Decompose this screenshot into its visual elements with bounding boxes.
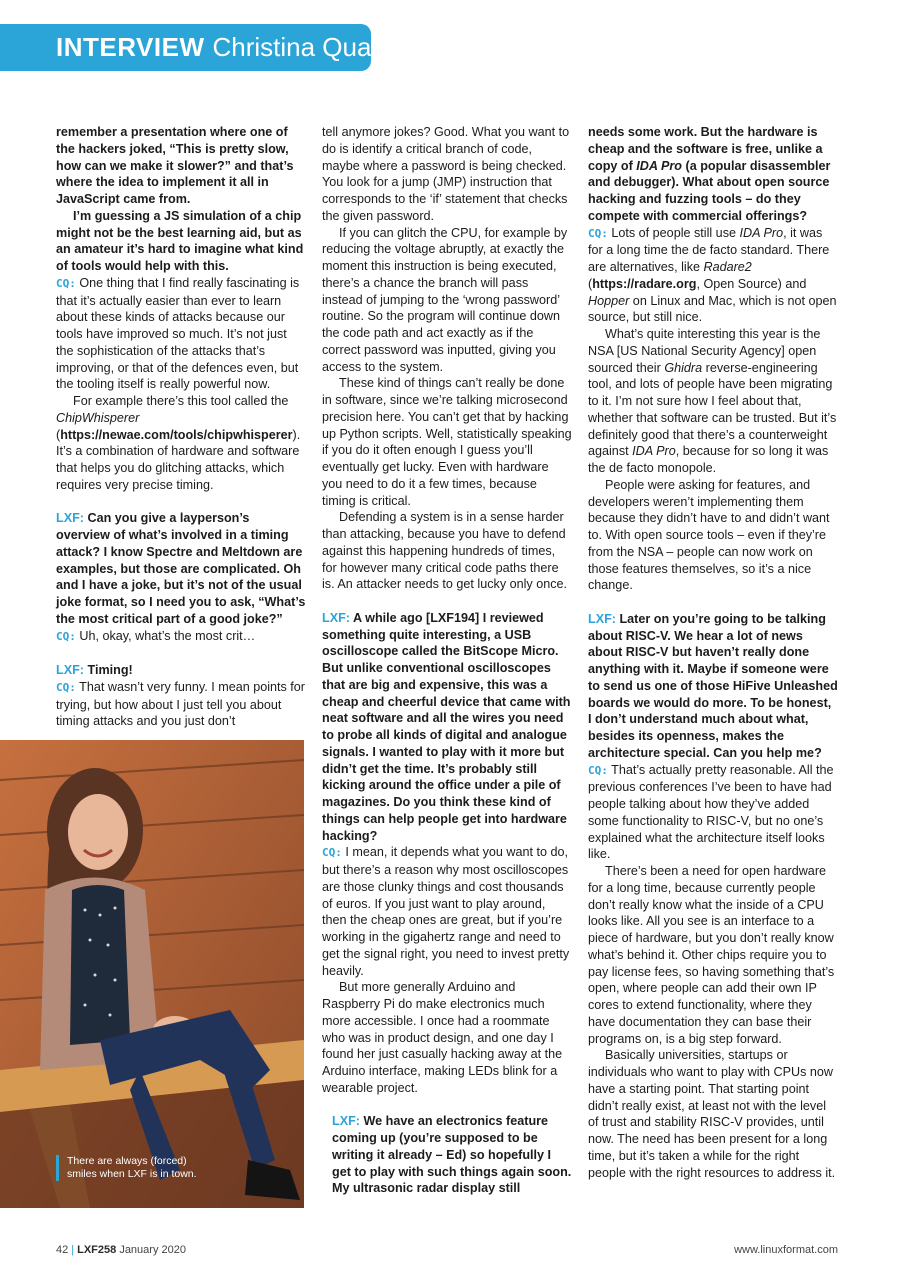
speaker-tag: CQ: xyxy=(56,680,76,694)
answer-paragraph: For example there’s this tool called the ChipWhisperer (https://newae.com/tools/chipwhisperer). It’s a combination of hardware and software that helps you do glitching attacks, which requires very precise timing. xyxy=(56,394,301,492)
question-text: LXF: Later on you’re going to be talking about RISC-V. We hear a lot of news about RISC-V but haven’t really done anything with it. Maybe if someone were to send us one of those HiFive Unleashed boards we would do more. To be honest, I don’t understand much about what, besides its openness, makes the architecture special. Can you help me? xyxy=(588,611,838,760)
article-column-2 xyxy=(322,124,572,1197)
speaker-tag: CQ: xyxy=(56,629,76,643)
interviewee-name: Christina Quast xyxy=(212,32,392,62)
issue-number: LXF258 xyxy=(77,1244,117,1256)
answer-paragraph: CQ: That’s actually pretty reasonable. All the previous conferences I’ve been to have had people talking about how they’ve added some functionality to RISC-V, but no one’s explained what the architecture itself looks like. xyxy=(588,762,834,862)
page-number: 42 xyxy=(56,1244,69,1256)
site-url[interactable]: www.linuxformat.com xyxy=(734,1244,838,1256)
answer-paragraph: People were asking for features, and developers weren’t implementing them because they didn’t have to and didn’t want to. With open source tools – even if they’re from the NSA – people can now work on those features themselves, so it’s a nice change. xyxy=(588,477,830,593)
speaker-tag: LXF: xyxy=(56,663,84,677)
speaker-tag: CQ: xyxy=(322,846,342,860)
speaker-tag: LXF: xyxy=(588,611,616,626)
article-column-3 xyxy=(588,124,838,1181)
answer-paragraph: What’s quite interesting this year is the NSA [US National Security Agency] open sourced their Ghidra reverse-engineering tool, and lots of people have been migrating to it. I’m not sure how I feel about that, whether that software can be trusted. But it’s definitely good that there’s a counterweight against IDA Pro, because for so long it was the de facto monopole. xyxy=(588,327,837,475)
issue-date: January 2020 xyxy=(119,1244,186,1256)
answer-paragraph: These kind of things can’t really be done in software, since we’re talking microsecond precision here. You can’t get that by hacking up Python scripts. Well, statistically speaking if you do it often enough I guess you’ll eventually get lucky. Even with hardware you need to do it a few times, because timing is critical. xyxy=(322,376,572,508)
answer-paragraph: There’s been a need for open hardware for a long time, because currently people don’t really know what the inside of a CPU looks like. All you see is an interface to a piece of hardware, but you don’t really know what’s behind it. Other chips require you to pay license fees, so having something that’s open, where people can add their own IP cores to extend functionality, where they have documentation they can base their programs on, is a big step forward. xyxy=(588,864,835,1046)
question-text: needs some work. But the hardware is cheap and the software is free, unlike a copy of IDA Pro (a popular disassembler and debugger). What about open source hacking and fuzzing tools – do they compete with commercial offerings? xyxy=(588,125,831,223)
section-label: INTERVIEW xyxy=(56,32,205,62)
photo-caption: There are always (forced) smiles when LXF is in town. xyxy=(56,1155,197,1181)
question-text: LXF: Timing! xyxy=(56,663,133,677)
answer-paragraph: Basically universities, startups or individuals who want to play with CPUs now have a starting point. That starting point didn’t really exist, at least not with the level of trust and stability RISC-V provides, until now. The need has been present for a long time, but it’s taken a while for the right people with the right resources to address it. xyxy=(588,1048,836,1180)
product-name: IDA Pro xyxy=(636,158,682,173)
answer-paragraph: tell anymore jokes? Good. What you want to do is identify a critical branch of code, maybe where a password is being checked. You look for a jump (JMP) instruction that corresponds to the ‘if’ statement that checks the given password. xyxy=(322,125,570,223)
answer-paragraph: CQ: That wasn’t very funny. I mean points for trying, but how about I just tell you about timing attacks and you just don’t xyxy=(56,679,306,729)
question-text: LXF: A while ago [LXF194] I reviewed something quite interesting, a USB oscilloscope called the BitScope Micro. But unlike conventional oscilloscopes that are big and expensive, this was a cheap and cheerful device that came with neat software and all the wires you need to probe all kinds of digital and analogue signals. I wanted to play with it more but didn’t get the time. It’s probably still kicking around the office under a pile of magazines. Do you think these kind of things can help people get into hardware hacking? xyxy=(322,610,571,843)
article-column-1 xyxy=(56,124,306,730)
answer-paragraph: CQ: Lots of people still use IDA Pro, it was for a long time the de facto standard. There are alternatives, like Radare2 (https://radare.org, Open Source) and Hopper on Linux and Mac, which is not open source, but still nice. xyxy=(588,225,837,325)
answer-paragraph: But more generally Arduino and Raspberry Pi do make electronics much more accessible. I once had a roommate who was in product design, and one day I found her just casually hacking away at the Arduino interface, making LEDs blink for a wearable project. xyxy=(322,980,563,1095)
portrait-illustration xyxy=(0,740,304,1208)
speaker-tag: LXF: xyxy=(56,511,84,526)
radare-link[interactable]: https://radare.org xyxy=(592,276,697,291)
section-banner xyxy=(0,24,392,71)
question-text: LXF: We have an electronics feature coming up (you’re supposed to be writing it already – Ed) so hopefully I get to play with such things again soon. My ultrasonic radar display still xyxy=(332,1114,572,1196)
page-footer-left: 42 | LXF258 January 2020 xyxy=(56,1244,186,1256)
speaker-tag: LXF: xyxy=(332,1114,360,1129)
chipwhisperer-link[interactable]: https://newae.com/tools/chipwhisperer xyxy=(60,427,293,442)
interviewee-photo xyxy=(0,740,304,1208)
speaker-tag: LXF: xyxy=(322,610,350,625)
answer-paragraph: Defending a system is in a sense harder than attacking, because you have to defend against this happening hundreds of times, for however many critical code paths there is. An attacker needs to get lucky only once. xyxy=(322,510,568,592)
answer-paragraph: CQ: Uh, okay, what’s the most crit… xyxy=(56,628,256,643)
speaker-tag: CQ: xyxy=(56,276,76,290)
answer-paragraph: CQ: I mean, it depends what you want to do, but there’s a reason why most oscilloscopes are those clunky things and cost thousands of euros. If you just want to play around, then the cheap ones are great, but if you’re working in the gigahertz range and need to get the signal right, you need to invest pretty heavily. xyxy=(322,845,570,978)
question-text: LXF: Can you give a layperson’s overview of what’s involved in a timing attack? I know Spectre and Meltdown are examples, but those are complicated. Oh and I have a joke, but it’s not of the usual joke format, so I need you to ask, “What’s the most critical part of a good joke?” xyxy=(56,511,306,626)
question-text: remember a presentation where one of the hackers joked, “This is pretty slow, how can we make it slower?” and that’s where the idea to implement it all in JavaScript came from. xyxy=(56,125,294,206)
product-name: ChipWhisperer xyxy=(56,410,140,425)
answer-paragraph: If you can glitch the CPU, for example by reducing the voltage abruptly, at exactly the moment this instruction is being executed, there’s a chance the branch will pass instead of jumping to the ‘wrong password’ routine. So the program will continue down the code path and act exactly as if the correct password was inputted, giving you access to the system. xyxy=(322,225,568,374)
answer-paragraph: CQ: One thing that I find really fascinating is that it’s actually easier than ever to learn about these kinds of attacks because our tools have improved so much. It’s not just the sophistication of the attacks that’s improving, or that of the defences even, but the tooling itself is really powerful now. xyxy=(56,275,300,392)
question-text: I’m guessing a JS simulation of a chip might not be the best learning aid, but as an amateur it’s hard to imagine what kind of tools would help with this. xyxy=(56,208,304,273)
speaker-tag: CQ: xyxy=(588,226,608,240)
speaker-tag: CQ: xyxy=(588,763,608,777)
